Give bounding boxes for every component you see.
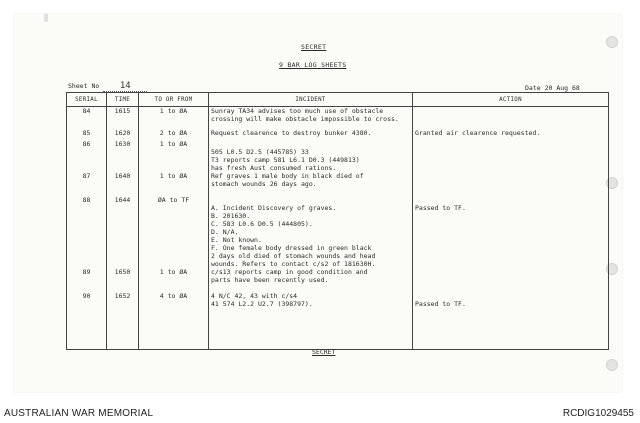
table-row [67, 196, 609, 268]
to-from-cell: 1 to ØA [139, 140, 209, 172]
serial-cell: 86 [67, 140, 107, 172]
incident-line: wounds. Refers to contact c/s2 of 181630H. [211, 259, 376, 268]
column-header-serial: SERIAL [67, 93, 107, 107]
action-line: Passed to TF. [415, 203, 466, 212]
action-line: Granted air clearence requested. [415, 128, 541, 137]
log-table [66, 92, 609, 350]
incident-line: E. Not known. [211, 235, 262, 244]
to-from-cell: 1 to ØA [139, 268, 209, 292]
time-cell: 1652 [107, 292, 139, 350]
incident-line: 41 574 L2.2 U2.7 (398797). [211, 299, 313, 308]
column-header-time: TIME [107, 93, 139, 107]
serial-cell: 87 [67, 172, 107, 196]
action-cell [413, 292, 609, 350]
sheet-number-field [68, 81, 147, 92]
table-row [67, 129, 609, 140]
column-header-action: ACTION [413, 93, 609, 107]
action-cell [413, 140, 609, 172]
table-body [67, 107, 609, 350]
serial-cell: 90 [67, 292, 107, 350]
time-cell: 1640 [107, 172, 139, 196]
date-label: Date [525, 84, 541, 92]
to-from-cell: 2 to ØA [139, 129, 209, 140]
incident-line: 2 days old died of stomach wounds and head [211, 251, 376, 260]
incident-line: B. 201630. [211, 211, 251, 220]
incident-cell [209, 172, 413, 196]
incident-line: C. 583 L0.6 D0.5 (444805). [211, 219, 313, 228]
incident-line: c/s13 reports camp in good condition and [211, 267, 368, 276]
incident-line: D. N/A. [211, 227, 239, 236]
sheet-number-value: 14 [103, 81, 147, 92]
classification-top: SECRET [301, 43, 327, 51]
table-row [67, 140, 609, 172]
date-field [525, 84, 580, 92]
table-row [67, 107, 609, 129]
serial-cell: 85 [67, 129, 107, 140]
incident-line: A. Incident Discovery of graves. [211, 203, 337, 212]
action-cell [413, 268, 609, 292]
serial-cell: 88 [67, 196, 107, 268]
table-row [67, 268, 609, 292]
column-header-incident: INCIDENT [209, 93, 413, 107]
action-cell [413, 196, 609, 268]
page-title: 9 BAR LOG SHEETS [279, 61, 347, 69]
incident-line: has fresh Aust consumed rations. [211, 163, 337, 172]
incident-cell [209, 268, 413, 292]
record-id: RCDIG1029455 [562, 408, 634, 419]
incident-line: Sunray TA34 advises too much use of obstacle [211, 107, 384, 115]
serial-cell: 89 [67, 268, 107, 292]
incident-cell [209, 129, 413, 140]
action-cell [413, 107, 609, 129]
table-row [67, 172, 609, 196]
archive-credit: AUSTRALIAN WAR MEMORIAL [4, 408, 154, 419]
incident-line [211, 140, 410, 148]
time-cell: 1650 [107, 268, 139, 292]
classification-bottom: SECRET [312, 348, 336, 356]
incident-cell [209, 292, 413, 350]
time-cell: 1620 [107, 129, 139, 140]
table-row [67, 292, 609, 350]
incident-line: T3 reports camp 581 L6.1 D0.3 (449813) [211, 155, 360, 164]
incident-line: crossing will make obstacle impossible to cross. [211, 115, 399, 123]
incident-cell [209, 196, 413, 268]
action-line [415, 196, 606, 204]
incident-line: 4 N/C 42, 43 with c/s4 [211, 291, 298, 300]
incident-line: F. One female body dressed in green black [211, 243, 372, 252]
time-cell: 1615 [107, 107, 139, 129]
column-header-to-from: TO OR FROM [139, 93, 209, 107]
action-line: Passed to TF. [415, 299, 466, 308]
incident-line: stomach wounds 26 days ago. [211, 179, 317, 188]
incident-line: Ref graves 1 male body in black died of [211, 171, 364, 180]
action-cell [413, 129, 609, 140]
incident-line: Request clearence to destroy bunker 4380. [211, 128, 372, 137]
to-from-cell: 4 to ØA [139, 292, 209, 350]
incident-line [211, 196, 410, 204]
to-from-cell: 1 to ØA [139, 172, 209, 196]
action-cell [413, 172, 609, 196]
to-from-cell: 1 to ØA [139, 107, 209, 129]
punch-hole [606, 359, 618, 371]
time-cell: 1630 [107, 140, 139, 172]
paper-mark [44, 14, 48, 22]
to-from-cell: ØA to TF [139, 196, 209, 268]
incident-line: parts have been recently used. [211, 275, 329, 284]
punch-hole [606, 36, 618, 48]
incident-cell [209, 140, 413, 172]
sheet-number-label: Sheet No [68, 82, 100, 90]
date-value: 20 Aug 68 [544, 84, 580, 92]
time-cell: 1644 [107, 196, 139, 268]
action-line [415, 292, 606, 300]
serial-cell: 84 [67, 107, 107, 129]
table-header-row [67, 93, 609, 107]
incident-line: 505 L0.5 D2.5 (445785) 33 [211, 147, 309, 156]
incident-cell [209, 107, 413, 129]
